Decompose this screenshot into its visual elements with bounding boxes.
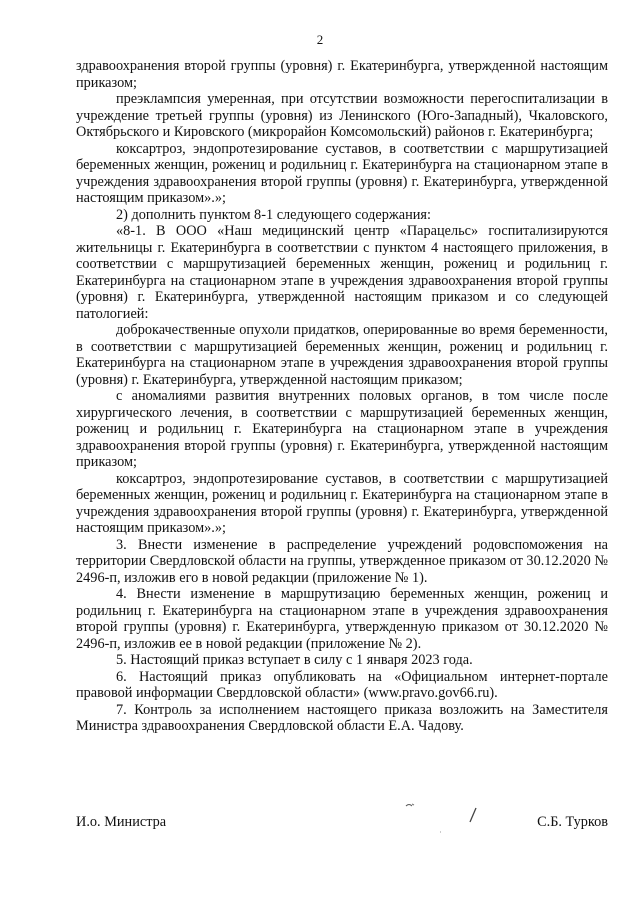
paragraph: 5. Настоящий приказ вступает в силу с 1 января 2023 года.	[116, 652, 473, 668]
paragraph: доброкачественные опухоли придатков, оперированные во время беременности, в соответствии с маршрутизацией беременных женщин, рожениц и родильниц г. Екатеринбурга на стационарном этапе в учреждения здравоохранения второй группы (уровня) г. Екатеринбурга, утвержденной настоящим приказом;	[76, 322, 608, 388]
signature-block	[76, 814, 608, 834]
paragraph: с аномалиями развития внутренних половых органов, в том числе после хирургического лечения, в соответствии с маршрутизацией беременных женщин, рожениц и родильниц г. Екатеринбурга на стационарном этапе в учреждения здравоохранения второй группы (уровня) г. Екатеринбурга, утвержденной настоящим приказом;	[76, 388, 608, 470]
paragraph: 4. Внести изменение в маршрутизацию беременных женщин, рожениц и родильниц г. Екатеринбурга на стационарном этапе в учреждения здравоохранения второй группы (уровня) г. Екатеринбурга, утвержденную приказом от 30.12.2020 № 2496-п, изложив ее в новой редакции (приложение № 2).	[76, 586, 608, 652]
paragraph: здравоохранения второй группы (уровня) г. Екатеринбурга, утвержденной настоящим приказом;	[76, 58, 608, 91]
paragraph: 6. Настоящий приказ опубликовать на «Официальном интернет-портале правовой информации Свердловской области» (www.pravo.gov66.ru).	[76, 668, 608, 701]
paragraph: 3. Внести изменение в распределение учреждений родовспоможения на территории Свердловской области на группы, утвержденное приказом от 30.12.2020 № 2496-п, изложив его в новой редакции (приложение № 1).	[76, 536, 608, 586]
paragraph: 7. Контроль за исполнением настоящего приказа возложить на Заместителя Министра здравоохранения Свердловской области Е.А. Чадову.	[76, 701, 608, 734]
paragraph: 2) дополнить пунктом 8-1 следующего содержания:	[116, 206, 431, 223]
paragraph: преэклампсия умеренная, при отсутствии возможности перегоспитализации в учреждение третьей группы (уровня) из Ленинского (Юго-Западный), Чкаловского, Октябрьского и Кировского (микрорайон Комсомольский) районов г. Екатеринбурга;	[76, 91, 608, 140]
signatory-name: С.Б. Турков	[537, 814, 608, 830]
paragraph: «8-1. В ООО «Наш медицинский центр «Парацельс» госпитализируются жительницы г. Екатеринбурга в соответствии с пунктом 4 настоящего приложения, в соответствии с маршрутизацией беременных женщин, рожениц и родильниц г. Екатеринбурга на стационарном этапе в учреждения здравоохранения второй группы (уровня) г. Екатеринбурга, утвержденной настоящим приказом и со следующей патологией:	[76, 223, 608, 322]
signatory-position: И.о. Министра	[76, 814, 167, 830]
document-body	[76, 58, 608, 735]
paragraph: коксартроз, эндопротезирование суставов, в соответствии с маршрутизацией беременных женщин, рожениц и родильниц г. Екатеринбурга на стационарном этапе в учреждения здравоохранения второй группы (уровня) г. Екатеринбурга, утвержденной настоящим приказом».»;	[76, 140, 608, 206]
paragraph: коксартроз, эндопротезирование суставов, в соответствии с маршрутизацией беременных женщин, рожениц и родильниц г. Екатеринбурга на стационарном этапе в учреждения здравоохранения второй группы (уровня) г. Екатеринбурга, утвержденной настоящим приказом».»;	[76, 470, 608, 536]
page-number: 2	[316, 32, 324, 47]
